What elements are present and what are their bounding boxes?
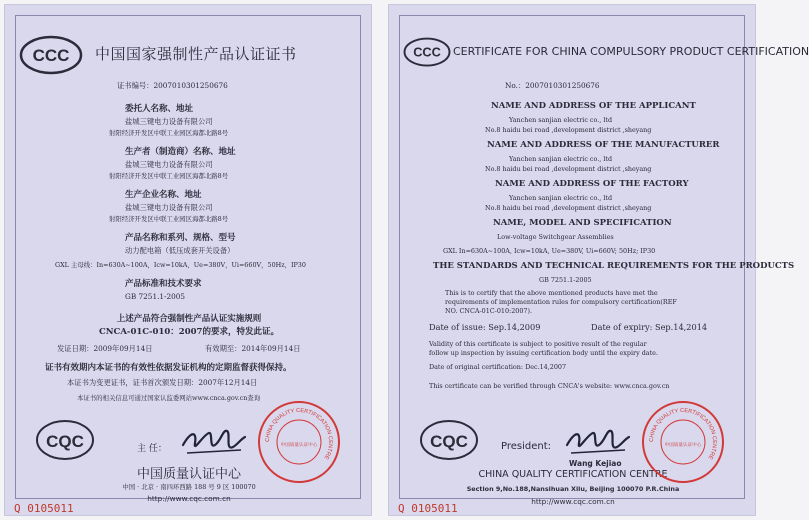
factory-name: Yanchen sanjian electric co., ltd (509, 194, 613, 202)
certificate-number: No.：2007010301250676 (505, 81, 600, 90)
ccc-logo (19, 35, 83, 79)
svg-text:CHINA QUALITY CERTIFICATION CE: CHINA QUALITY CERTIFICATION CENTRE (648, 407, 718, 461)
ccc-logo (403, 35, 451, 73)
product-heading: 产品名称和系列、规格、型号 (125, 233, 236, 243)
verification-note: 本证书的相关信息可通过国家认监委网站www.cnca.gov.cn查询 (77, 394, 261, 402)
factory-heading: 生产企业名称、地址 (125, 190, 202, 200)
issuing-organization: 中国质量认证中心 (136, 467, 241, 482)
manufacturer-name: 盐城三键电力设备有限公司 (125, 160, 213, 169)
svg-text:中国质量认证中心: 中国质量认证中心 (664, 443, 702, 448)
cqc-logo (35, 419, 95, 465)
manufacturer-heading: NAME AND ADDRESS OF THE MANUFACTURER (487, 140, 720, 150)
certificate-title: CERTIFICATE FOR CHINA COMPULSORY PRODUCT CERTIFICATION (453, 45, 809, 58)
conformity-line-1: 上述产品符合强制性产品认证实施规则 (116, 314, 262, 324)
conformity-line-2: requirements of implementation rules for compulsory certification(REF (445, 298, 677, 306)
svg-text:CQC: CQC (430, 432, 468, 451)
applicant-heading: NAME AND ADDRESS OF THE APPLICANT (491, 101, 696, 111)
original-date-note: 本证书为变更证书，证书首次颁发日期：2007年12月14日 (67, 378, 258, 387)
certificate-title: 中国国家强制性产品认证证书 (95, 45, 297, 63)
svg-text:中国质量认证中心: 中国质量认证中心 (280, 443, 318, 448)
applicant-address: 射阳经济开发区中联工业园区海都北路8号 (109, 129, 229, 137)
certificate-cn (4, 4, 372, 516)
manufacturer-address: 射阳经济开发区中联工业园区海都北路8号 (109, 172, 229, 180)
product-name: Low-voltage Switchgear Assemblies (497, 233, 614, 241)
serial-number: Q 0105011 (398, 502, 458, 515)
applicant-name: Yanchen sanjian electric co., ltd (509, 116, 613, 124)
cqc-logo (419, 419, 479, 465)
signature-icon (563, 423, 633, 463)
red-seal-stamp (641, 400, 725, 488)
standard-value: GB 7251.1-2005 (125, 292, 186, 301)
serial-number: Q 0105011 (14, 502, 74, 515)
organization-address: 中国 · 北京 · 南四环西路 188 号 9 区 100070 (122, 483, 256, 491)
product-specification: GXL 主母线：In=630A~100A，Icw=10kA，Ue=380V，Ui=660V，50Hz，IP30 (55, 261, 306, 269)
organization-website: http://www.cqc.com.cn (147, 494, 231, 503)
manufacturer-heading: 生产者（制造商）名称、地址 (125, 147, 236, 157)
validity-line-2: follow up inspection by issuing certification body until the expiry date. (429, 349, 658, 357)
organization-website: http://www.cqc.com.cn (531, 497, 615, 506)
factory-name: 盐城三键电力设备有限公司 (125, 203, 213, 212)
product-heading: NAME, MODEL AND SPECIFICATION (493, 218, 672, 228)
president-name: Wang Kejiao (569, 459, 622, 468)
conformity-line-2: CNCA-01C-010：2007的要求，特发此证。 (99, 327, 279, 337)
original-date-note: Date of original certification: Dec.14,2007 (429, 363, 567, 371)
verification-note: This certificate can be verified through CNCA's website: www.cnca.gov.cn (429, 382, 670, 390)
certificate-number: 证书编号：2007010301250676 (117, 81, 228, 90)
president-label: President: (501, 441, 552, 452)
red-seal-stamp (257, 400, 341, 488)
svg-text:CQC: CQC (46, 432, 84, 451)
factory-heading: NAME AND ADDRESS OF THE FACTORY (495, 179, 689, 189)
standard-heading: 产品标准和技术要求 (125, 279, 202, 289)
issuing-organization: CHINA QUALITY CERTIFICATION CENTRE (478, 469, 668, 480)
product-specification: GXL In=630A~100A, Icw=10kA, Ue=380V, Ui=660V; 50Hz; IP30 (443, 247, 656, 255)
conformity-line-1: This is to certify that the above mentioned products have met the (445, 289, 658, 297)
manufacturer-address: No.8 haidu bei road ,development district ,sheyang (485, 165, 652, 173)
svg-text:CCC: CCC (32, 46, 70, 65)
issue-date: Date of issue: Sep.14,2009 (429, 322, 541, 332)
validity-note: 证书有效期内本证书的有效性依据发证机构的定期监督获得保持。 (45, 363, 292, 373)
factory-address: 射阳经济开发区中联工业园区海都北路8号 (109, 215, 229, 223)
factory-address: No.8 haidu bei road ,development district ,sheyang (485, 204, 652, 212)
president-label: 主 任： (137, 444, 167, 454)
standard-heading: THE STANDARDS AND TECHNICAL REQUIREMENTS FOR THE PRODUCTS (433, 261, 795, 271)
applicant-heading: 委托人名称、地址 (125, 104, 194, 114)
applicant-address: No.8 haidu bei road ,development district ,sheyang (485, 126, 652, 134)
signature-icon (179, 423, 249, 463)
conformity-line-3: NO. CNCA-01C-010:2007). (445, 307, 532, 315)
manufacturer-name: Yanchen sanjian electric co., ltd (509, 155, 613, 163)
issue-date: 发证日期：2009年09月14日 (57, 344, 153, 353)
applicant-name: 盐城三键电力设备有限公司 (125, 117, 213, 126)
product-name: 动力配电箱（低压成套开关设备） (125, 246, 235, 255)
certificate-en (388, 4, 809, 516)
svg-text:CCC: CCC (413, 44, 441, 60)
validity-line-1: Validity of this certificate is subject to positive result of the regular (429, 340, 647, 348)
expiry-date: 有效期至：2014年09月14日 (205, 344, 301, 353)
standard-value: GB 7251.1-2005 (539, 276, 592, 284)
expiry-date: Date of expiry: Sep.14,2014 (591, 322, 708, 332)
organization-address: Section 9,No.188,Nansihuan Xilu, Beijing 100070 P.R.China (466, 485, 680, 493)
svg-text:CHINA QUALITY CERTIFICATION CE: CHINA QUALITY CERTIFICATION CENTRE (264, 407, 334, 461)
